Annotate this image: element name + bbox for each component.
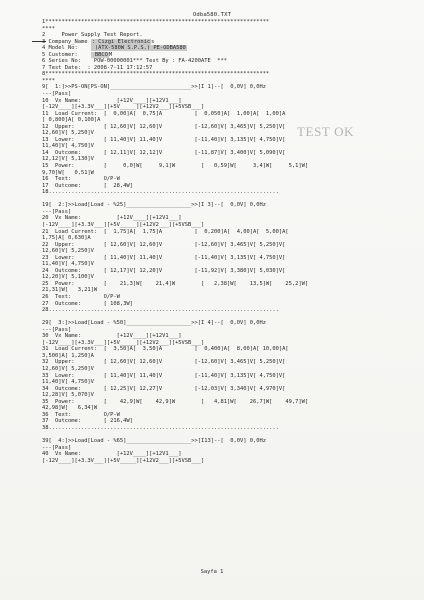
highlighted-value: (ATX-580W S.P.S.) PE-ODBA580 xyxy=(91,45,186,52)
report-line: 29[ 3:]>>Load[Load - %50]____________________>>[I 4]--[ 0,0V] 0,0Hz xyxy=(42,320,266,327)
report-line: 39[ 4:]>>Load[Load - %65]____________________>>[I13]--[ 0,0V] 0,0Hz xyxy=(42,438,266,444)
report-line: 23 Lower: [ 11,40]V[ 11,40]V [-11,40]V[ 3,135]V[ 4,750]V[ xyxy=(42,254,286,261)
report-line: 12,60]V[ 5,250]V xyxy=(42,130,94,137)
report-line: 4 Model No: (ATX-580W S.P.S.) PE-ODBA580 xyxy=(42,45,186,52)
test-ok-stamp: TEST OK xyxy=(297,124,355,139)
report-line: 12,60]V[ 5,250]V xyxy=(42,248,94,255)
report-line: 34 Outcome: [ 12,25]V[ 12,27]V [-12,03]V[ 3,340]V[ 4,970]V[ xyxy=(42,385,286,392)
report-line: 15 Power: [ 0,0]W[ 9,1]W [ 0,59]W[ 3,4]W[ 5,1]W[ xyxy=(42,163,309,170)
report-line: 1,75]A[ 0,630]A xyxy=(42,235,91,242)
report-line: 27 Outcome: [ 108,3W] xyxy=(42,300,133,307)
report-line: ---[Pass] xyxy=(42,91,72,98)
report-line: 3,500]A[ 1,250]A xyxy=(42,352,94,359)
report-line: 5 Customer: BBCOM xyxy=(42,51,113,58)
highlighted-value: : Cizgi Electronic xyxy=(91,38,151,45)
report-line: [-12V____][+3.3V___][+5V_____][+12V2___][+5VSB___] xyxy=(42,339,205,346)
report-line: 1********************************************************************* xyxy=(42,19,270,25)
report-line: 11 Load Current: [ 0,00]A[ 0,75]A [ 0,050]A[ 1,00]A[ 1,00]A xyxy=(42,110,286,117)
report-line: 36 Text: O/P-W xyxy=(42,411,120,418)
report-line: 2 Power Supply Test Report. xyxy=(42,32,143,39)
report-line: 28....................................................................... xyxy=(42,307,279,314)
report-line: 13 Lower: [ 11,40]V[ 11,40]V [-11,40]V[ 3,135]V[ 4,750]V[ xyxy=(42,136,286,143)
report-line: 9,70]W[ 0,51]W xyxy=(42,169,94,176)
report-line: 25 Power: [ 21,3]W[ 21,4]W [ 2,38]W[ 13,5]W[ 25,2]W[ xyxy=(42,280,309,287)
report-line: 18....................................................................... xyxy=(42,189,279,196)
report-line: 12 Upper: [ 12,60]V[ 12,60]V [-12,60]V[ 3,465]V[ 5,250]V[ xyxy=(42,123,286,130)
report-line: 11,40]V[ 4,750]V xyxy=(42,261,94,268)
report-line: 38....................................................................... xyxy=(42,424,279,431)
report-line: 37 Outcome: [ 216,4W] xyxy=(42,418,133,425)
report-line: 40 Vx Name: [+12V____][+12V1___] xyxy=(42,451,182,458)
report-line: 24 Outcome: [ 12,17]V[ 12,20]V [-11,92]V[ 3,380]V[ 5,030]V[ xyxy=(42,267,286,274)
report-line: 6 Series No: POW-00000001*** Test By : FA-4200ATE *** xyxy=(42,58,227,65)
report-line: 32 Upper: [ 12,60]V[ 12,60]V [-12,60]V[ 3,465]V[ 5,250]V[ xyxy=(42,359,286,366)
report-line: 31 Load Current: [ 3,50]A[ 3,50]A [ 0,400]A[ 8,00]A[ 10,00]A[ xyxy=(42,346,289,353)
report-line: [-12V____][+3.3V___][+5V_____][+12V2___][+5VSB___] xyxy=(42,221,205,228)
report-line: 21 Load Current: [ 1,75]A[ 1,75]A [ 0,200]A[ 4,00]A[ 5,00]A[ xyxy=(42,228,289,235)
report-line: [-12V____][+3.3V___][+5V_____][+12V2___][+5VSB___] xyxy=(42,457,205,464)
report-line: 21,31]W[ 3,21]W xyxy=(42,287,98,294)
report-line: 8********************************************************************* xyxy=(42,71,270,78)
report-line: 11,40]V[ 4,750]V xyxy=(42,379,94,386)
report-line: **** xyxy=(42,25,55,32)
report-line: 22 Upper: [ 12,60]V[ 12,60]V [-12,60]V[ 3,465]V[ 5,250]V[ xyxy=(42,241,286,248)
report-line: 19[ 2:]>>Load[Load - %25]____________________>>[I 3]--[ 0,0V] 0,0Hz xyxy=(42,202,266,209)
report-line: 9[ 1:]>>PS-ON[PS-ON]_________________________>>[I 1]--[ 0,0V] 0,0Hz xyxy=(42,84,266,91)
report-line: 3 Company_Name : Cizgi Electronics xyxy=(42,38,155,45)
report-line: 12,60]V[ 5,250]V xyxy=(42,365,94,372)
report-line: 12,28]V[ 5,070]V xyxy=(42,392,94,399)
report-line: ---[Pass] xyxy=(42,444,72,451)
report-line: 26 Text: O/P-W xyxy=(42,293,120,300)
report-line: [ 0,800]A[ 0,100]A xyxy=(42,117,101,124)
report-line: 42,98]W[ 6,34]W xyxy=(42,405,98,412)
report-line: 11,40]V[ 4,750]V xyxy=(42,143,94,150)
report-line: 12,20]V[ 5,100]V xyxy=(42,274,94,281)
report-line: 33 Lower: [ 11,40]V[ 11,40]V [-11,40]V[ 3,135]V[ 4,750]V[ xyxy=(42,372,286,379)
report-line: 17 Outcome: [ 28,4W] xyxy=(42,182,133,189)
report-line: 7 Test Date: : 2008-7-11 17:12:57 xyxy=(42,64,153,71)
report-line: ---[Pass] xyxy=(42,208,72,215)
report-line: [-12V____][+3.3V___][+5V_____][+12V2___][+5VSB___] xyxy=(42,104,205,111)
report-body xyxy=(42,19,342,464)
report-line: 16 Text: O/P-W xyxy=(42,176,120,183)
highlighted-value: BBCO xyxy=(91,51,108,58)
report-line: 30 Vx Name: [+12V____][+12V1___] xyxy=(42,333,182,340)
report-line: 35 Power: [ 42,9]W[ 42,9]W [ 4,81]W[ 26,7]W[ 49,7]W[ xyxy=(42,398,309,405)
page-footer: Sayfa 1 xyxy=(200,569,224,575)
report-line: 10 Vx Name: [+12V____][+12V1___] xyxy=(42,97,182,104)
report-line: 14 Outcome: [ 12,11]V[ 12,12]V [-11,87]V[ 3,400]V[ 5,090]V[ xyxy=(42,149,286,156)
document-title: Odba580.TXT xyxy=(192,12,232,18)
report-line: **** xyxy=(42,77,55,84)
report-line: 20 Vx Name: [+12V____][+12V1___] xyxy=(42,215,182,222)
report-line: ---[Pass] xyxy=(42,326,72,333)
report-line: 12,12]V[ 5,130]V xyxy=(42,156,94,163)
